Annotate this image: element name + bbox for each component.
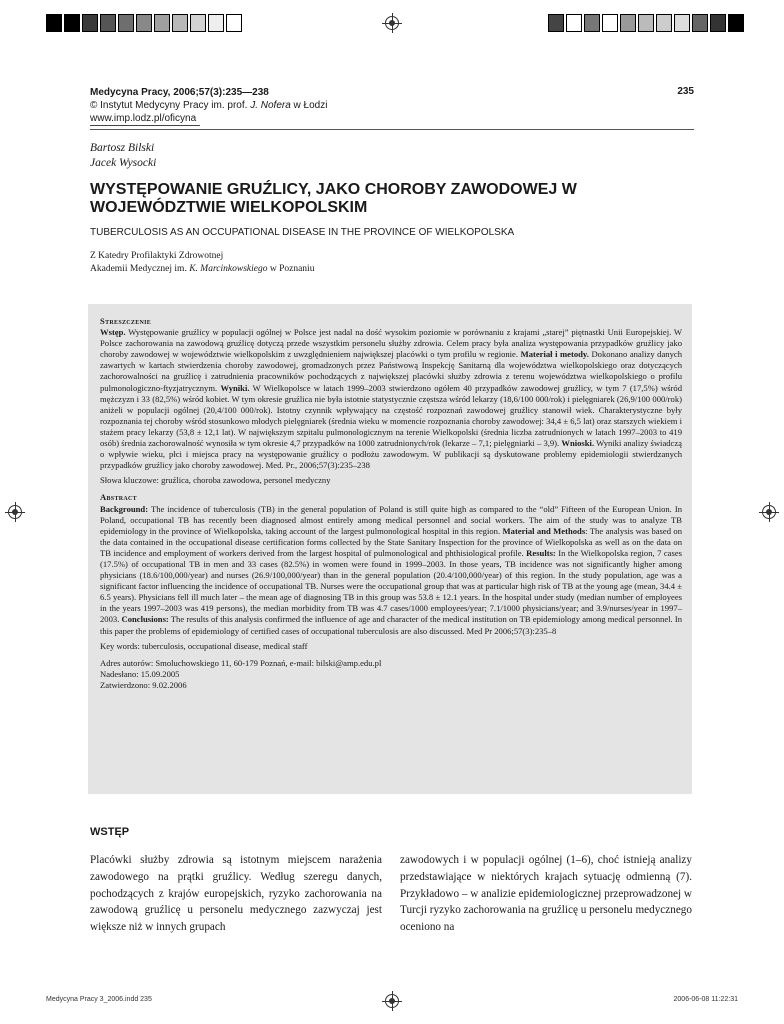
registration-mark-right xyxy=(762,505,776,519)
footer-timestamp: 2006-06-08 11:22:31 xyxy=(673,996,738,1003)
footer-file-slug: Medycyna Pracy 3_2006.indd 235 xyxy=(46,996,152,1003)
article-title-english: TUBERCULOSIS AS AN OCCUPATIONAL DISEASE IN THE PROVINCE OF WIELKOPOLSKA xyxy=(90,227,515,238)
received-date: Nadesłano: 15.09.2005 xyxy=(100,668,180,679)
abstract-text: Background: The incidence of tuberculosis (TB) in the general population of Poland is still quite high as compared to the “old” Fifteen of the European Union. In Poland, occupational TB has recently been diagnosed almost entirely among medical personnel and social workers. The aim of the study was to analyze TB epidemiology in the province of Wielkopolska, taking account of the largest pulmonological hospital in this region. Material and Methods: The analysis was based on the data contained in the occupational disease certification forms collected by the State Sanitary Inspection for the province of Wielkopolska as well as on the data on TB incidence and employment of workers derived from the largest hospital of pulmonological and phthisiological profile. Results: In the Wielkopolska region, 7 cases (17.5%) of occupational TB in men and 33 cases (82.5%) in women were found in 1999–2003. In those years, TB incidence was not significantly higher among physicians (18.6/100,000/year) and nurses (26.9/100,000/year) than in the general population (20.4/100,000/year) of this region. In the study population, age was a significant factor influencing the incidence of occupational TB. Nurses were the occupational group that was at particular high risk of TB at the young age (mean, 34.4 ± 6.5 years). Physicians fell ill much later – the mean age of diagnosing TB in this group was 53.8 ± 12.1 years. In the hospital under study (median number of employees in the years 1997–2003 was 419 persons), the median morbidity from TB was 4.7 cases/1000 employees/year; 7.1/1000 physicians/year; and 3.9/nurses/year in 1997–2003. Conclusions: The results of this analysis confirmed the influence of age and character of the medical institution on TB epidemiology among medical personnel. In this paper the problems of epidemiology of certified cases of occupational tuberculosis are also discussed. Med Pr 2006;57(3):235–8 xyxy=(100,503,683,636)
journal-header xyxy=(90,86,327,126)
registration-mark-bottom xyxy=(385,994,399,1008)
keywords-pl: Słowa kluczowe: gruźlica, choroba zawodowa, personel medyczny xyxy=(100,475,331,486)
copyright-line: © Instytut Medycyny Pracy im. prof. J. Nofera w Łodzi xyxy=(90,100,328,111)
journal-citation: Medycyna Pracy, 2006;57(3):235—238 xyxy=(90,87,269,98)
article-title: WYSTĘPOWANIE GRUŹLICY, JAKO CHOROBY ZAWODOWEJ W WOJEWÓDZTWIE WIELKOPOLSKIM xyxy=(90,181,577,216)
registration-mark-top xyxy=(385,16,399,30)
header-divider xyxy=(90,129,694,130)
streszczenie-text: Wstęp. Występowanie gruźlicy w populacji ogólnej w Polsce jest nadal na dość wysokim poziomie w porównaniu z krajami „starej” piętnastki Unii Europejskiej. W Polsce zachorowania na zawodową gruźlicę dotyczą przede wszystkim personelu służby zdrowia. Celem pracy była analiza występowania przypadków gruźlicy jako choroby zawodowej w województwie wielkopolskim z uwzględnieniem największej placówki o tym profilu w regionie. Materiał i metody. Dokonano analizy danych zawartych w kartach stwierdzenia choroby zawodowej, gromadzonych przez Państwową Inspekcję Sanitarną dla województwa wielkopolskiego oraz dotyczących zachorowalności na gruźlicę i zatrudnienia pracowników pochodzących z największej placówki służby zdrowia z terenu województwa wielkopolskiego o profilu pulmonologiczno-ftyzjatrycznym. Wyniki. W Wielkopolsce w latach 1999–2003 stwierdzono ogółem 40 przypadków zawodowej gruźlicy, w tym 7 (17,5%) wśród mężczyzn i 33 (82,5%) wśród kobiet. W tym okresie gruźlica nie była istotnie statystycznie częstsza wśród lekarzy (18,6/100 000/rok) i pielęgniarek (26,9/100 000/rok) aniżeli w populacji ogólnej (20,4/100 000/rok). Istotny czynnik wpływający na częstość rozpoznań zawodowej gruźlicy stanowił wiek. Charakterystyczne były rozpoznania tej choroby wśród stosunkowo młodych pielęgniarek (średnia wieku w momencie rozpoznania choroby zawodowej: 34,4 ± 6,5 lat) oraz starszych wiekiem i stażem pracy lekarzy (53,8 ± 12,1 lat). W największym szpitalu pulmonologicznym na terenie Wielkopolski (średnia liczba zatrudnionych w latach 1997–2003 to 419 osób) średnia zachorowalność wynosiła w tym okresie 4,7 przypadków na 1000 zatrudnionych/rok (lekarze – 7,1; pielęgniarki – 3,9). Wnioski. Wyniki analizy świadczą o wpływie wieku, płci i miejsca pracy na występowanie gruźlicy o podłożu zawodowym. W publikacji są dyskutowane problemy epidemiologii stwierdzanych przypadków gruźlicy jako choroby zawodowej. Med. Pr., 2006;57(3):235–238 xyxy=(100,327,682,471)
body-column-left: Placówki służby zdrowia są istotnym miejscem narażenia zawodowego na prątki gruźlicy. Według szeregu danych, pochodzących z krajów europejskich, ryzyko zachorowania na zawodową gruźlicę u personelu medycznego zazwyczaj jest większe niż w innych grupach xyxy=(90,854,382,934)
page-number: 235 xyxy=(677,86,694,97)
abstract-heading: Abstract xyxy=(100,492,137,503)
color-bars-right xyxy=(548,14,746,32)
author-name: Bartosz Bilski xyxy=(90,142,155,154)
streszczenie-heading: Streszczenie xyxy=(100,316,152,326)
journal-url[interactable]: www.imp.lodz.pl/oficyna xyxy=(90,112,200,126)
registration-mark-left xyxy=(8,505,22,519)
affiliation: Z Katedry Profilaktyki Zdrowotnej Akademii Medycznej im. K. Marcinkowskiego w Poznaniu xyxy=(90,251,315,274)
author-name: Jacek Wysocki xyxy=(90,157,157,169)
author-address: Adres autorów: Smoluchowskiego 11, 60-179 Poznań, e-mail: bilski@amp.edu.pl xyxy=(100,657,382,668)
authors xyxy=(90,141,156,171)
section-heading: WSTĘP xyxy=(90,826,130,838)
approved-date: Zatwierdzono: 9.02.2006 xyxy=(100,679,187,690)
keywords-en: Key words: tuberculosis, occupational disease, medical staff xyxy=(100,640,308,651)
body-column-right: zawodowych i w populacji ogólnej (1–6), choć istnieją analizy przedstawiające w niektórych krajach sytuację odmienną (7). Przykładowo – w analizie epidemiologicznej przeprowadzonej w Turcji ryzyko zachorowania na gruźlicę u personelu medycznego oceniono na xyxy=(400,854,693,934)
color-bars-left xyxy=(46,14,244,32)
abstract-box xyxy=(88,304,692,794)
